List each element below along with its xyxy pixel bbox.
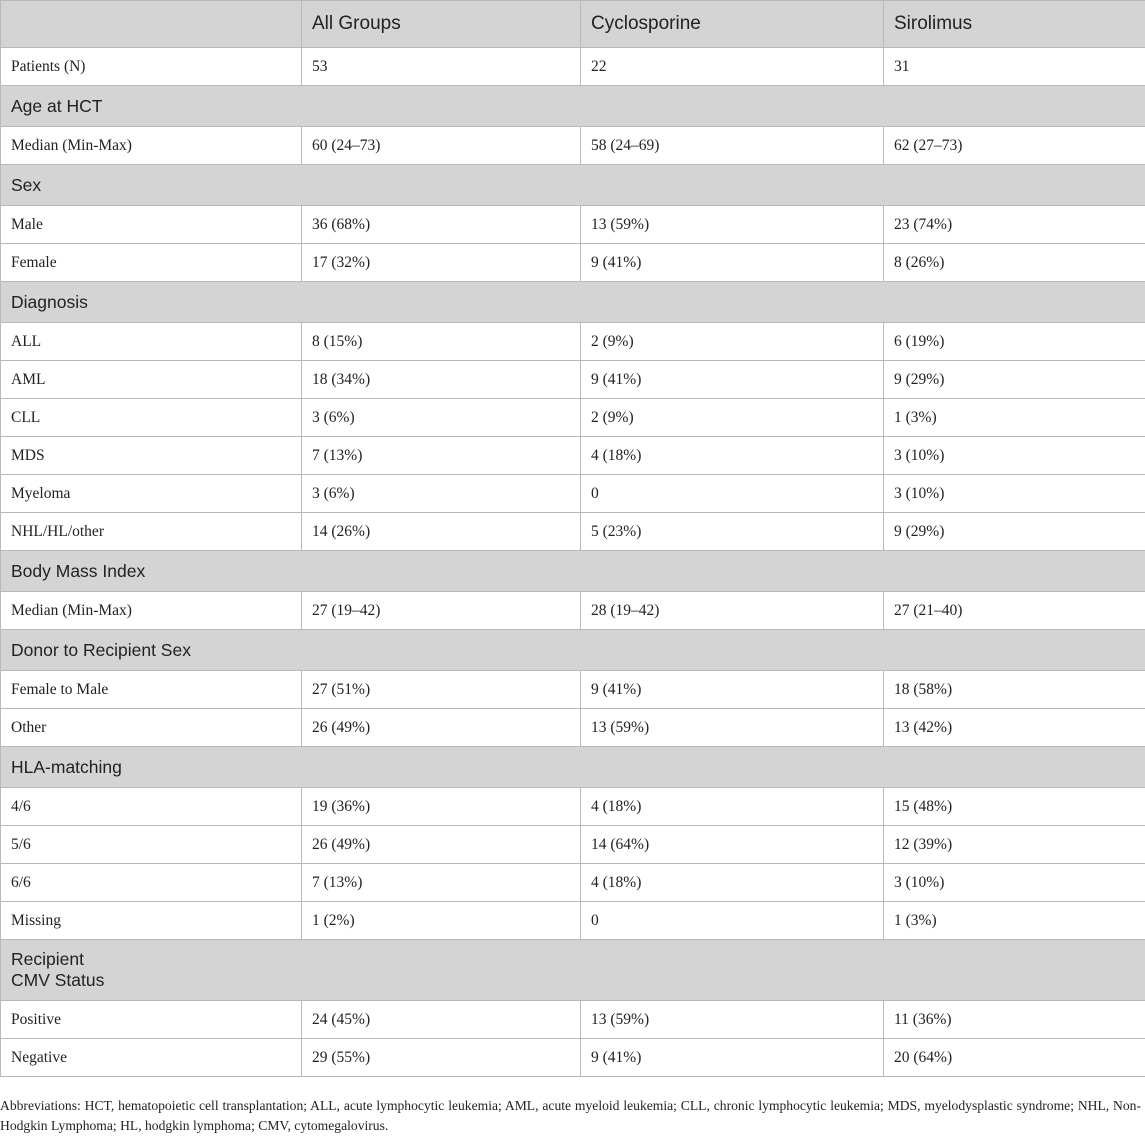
column-header: All Groups <box>302 1 581 48</box>
table-row <box>1 399 1145 437</box>
section-header-row <box>1 551 1145 592</box>
row-label: Female <box>1 244 302 282</box>
table-row <box>1 826 1145 864</box>
table-cell: 14 (26%) <box>302 513 581 551</box>
row-label: CLL <box>1 399 302 437</box>
table-cell: 6 (19%) <box>884 323 1145 361</box>
table-cell: 22 <box>581 48 884 86</box>
table-cell: 12 (39%) <box>884 826 1145 864</box>
table-cell: 9 (29%) <box>884 513 1145 551</box>
table-cell: 1 (2%) <box>302 902 581 940</box>
table-cell: 27 (21–40) <box>884 592 1145 630</box>
section-header-row <box>1 86 1145 127</box>
header-row <box>1 1 1145 48</box>
table-cell: 9 (41%) <box>581 1039 884 1077</box>
section-header-row <box>1 747 1145 788</box>
table-row <box>1 127 1145 165</box>
table-cell: 3 (6%) <box>302 399 581 437</box>
table-cell: 36 (68%) <box>302 206 581 244</box>
table-cell: 23 (74%) <box>884 206 1145 244</box>
table-cell: 8 (15%) <box>302 323 581 361</box>
table-row <box>1 1039 1145 1077</box>
row-label: AML <box>1 361 302 399</box>
table-cell: 26 (49%) <box>302 826 581 864</box>
table-row <box>1 437 1145 475</box>
table-cell: 0 <box>581 475 884 513</box>
table-cell: 9 (41%) <box>581 244 884 282</box>
table-row <box>1 788 1145 826</box>
section-header-row <box>1 940 1145 1001</box>
row-label: NHL/HL/other <box>1 513 302 551</box>
section-label: Age at HCT <box>1 86 1145 127</box>
table-cell: 1 (3%) <box>884 399 1145 437</box>
table-cell: 4 (18%) <box>581 788 884 826</box>
row-label: Median (Min-Max) <box>1 127 302 165</box>
section-label: Donor to Recipient Sex <box>1 630 1145 671</box>
table-cell: 24 (45%) <box>302 1001 581 1039</box>
table-cell: 13 (59%) <box>581 1001 884 1039</box>
table-row <box>1 671 1145 709</box>
table-cell: 53 <box>302 48 581 86</box>
section-label: Recipient CMV Status <box>1 940 1145 1001</box>
column-header <box>1 1 302 48</box>
table-body <box>1 48 1145 1077</box>
row-label: Median (Min-Max) <box>1 592 302 630</box>
table-cell: 13 (59%) <box>581 206 884 244</box>
table-cell: 58 (24–69) <box>581 127 884 165</box>
table-cell: 29 (55%) <box>302 1039 581 1077</box>
table-cell: 0 <box>581 902 884 940</box>
table-cell: 18 (34%) <box>302 361 581 399</box>
row-label: MDS <box>1 437 302 475</box>
table-cell: 7 (13%) <box>302 437 581 475</box>
table-row <box>1 513 1145 551</box>
section-header-row <box>1 630 1145 671</box>
section-label: Sex <box>1 165 1145 206</box>
table-cell: 3 (10%) <box>884 437 1145 475</box>
table-row <box>1 592 1145 630</box>
section-label: Body Mass Index <box>1 551 1145 592</box>
row-label: 6/6 <box>1 864 302 902</box>
table-row <box>1 864 1145 902</box>
table-cell: 9 (41%) <box>581 671 884 709</box>
table-cell: 5 (23%) <box>581 513 884 551</box>
table-row <box>1 206 1145 244</box>
table-cell: 62 (27–73) <box>884 127 1145 165</box>
table-cell: 17 (32%) <box>302 244 581 282</box>
table-cell: 2 (9%) <box>581 323 884 361</box>
footnote: Abbreviations: HCT, hematopoietic cell transplantation; ALL, acute lymphocytic leukemia; AML, acute myeloid leukemia; CLL, chronic lymphocytic leukemia; MDS, myelodysplastic syndrome; NHL, Non-Hodgkin Lymphoma; HL, hodgkin lymphoma; CMV, cytomegalovirus. <box>0 1096 1141 1136</box>
table-row <box>1 244 1145 282</box>
table-cell: 26 (49%) <box>302 709 581 747</box>
section-label: HLA-matching <box>1 747 1145 788</box>
table-row <box>1 361 1145 399</box>
table-cell: 13 (59%) <box>581 709 884 747</box>
table-row <box>1 902 1145 940</box>
section-header-row <box>1 165 1145 206</box>
table-header <box>1 1 1145 48</box>
row-label: Male <box>1 206 302 244</box>
table-cell: 31 <box>884 48 1145 86</box>
table-cell: 14 (64%) <box>581 826 884 864</box>
table-cell: 8 (26%) <box>884 244 1145 282</box>
section-header-row <box>1 282 1145 323</box>
row-label: Negative <box>1 1039 302 1077</box>
table-cell: 11 (36%) <box>884 1001 1145 1039</box>
table-cell: 2 (9%) <box>581 399 884 437</box>
row-label: Positive <box>1 1001 302 1039</box>
table-row <box>1 709 1145 747</box>
row-label: Missing <box>1 902 302 940</box>
table-cell: 20 (64%) <box>884 1039 1145 1077</box>
table-cell: 13 (42%) <box>884 709 1145 747</box>
table-cell: 19 (36%) <box>302 788 581 826</box>
table-cell: 4 (18%) <box>581 437 884 475</box>
table-cell: 1 (3%) <box>884 902 1145 940</box>
row-label: Female to Male <box>1 671 302 709</box>
table-cell: 7 (13%) <box>302 864 581 902</box>
row-label: 4/6 <box>1 788 302 826</box>
column-header: Cyclosporine <box>581 1 884 48</box>
table-cell: 27 (51%) <box>302 671 581 709</box>
table-cell: 3 (10%) <box>884 864 1145 902</box>
table-row <box>1 48 1145 86</box>
row-label: Other <box>1 709 302 747</box>
table-cell: 3 (10%) <box>884 475 1145 513</box>
table-cell: 28 (19–42) <box>581 592 884 630</box>
table-cell: 9 (41%) <box>581 361 884 399</box>
row-label: ALL <box>1 323 302 361</box>
table-row <box>1 323 1145 361</box>
section-label: Diagnosis <box>1 282 1145 323</box>
table-row <box>1 1001 1145 1039</box>
table-cell: 9 (29%) <box>884 361 1145 399</box>
row-label: Myeloma <box>1 475 302 513</box>
table-cell: 15 (48%) <box>884 788 1145 826</box>
row-label: Patients (N) <box>1 48 302 86</box>
table-row <box>1 475 1145 513</box>
row-label: 5/6 <box>1 826 302 864</box>
table-cell: 4 (18%) <box>581 864 884 902</box>
table-cell: 27 (19–42) <box>302 592 581 630</box>
column-header: Sirolimus <box>884 1 1145 48</box>
table-cell: 18 (58%) <box>884 671 1145 709</box>
table-cell: 60 (24–73) <box>302 127 581 165</box>
table-cell: 3 (6%) <box>302 475 581 513</box>
